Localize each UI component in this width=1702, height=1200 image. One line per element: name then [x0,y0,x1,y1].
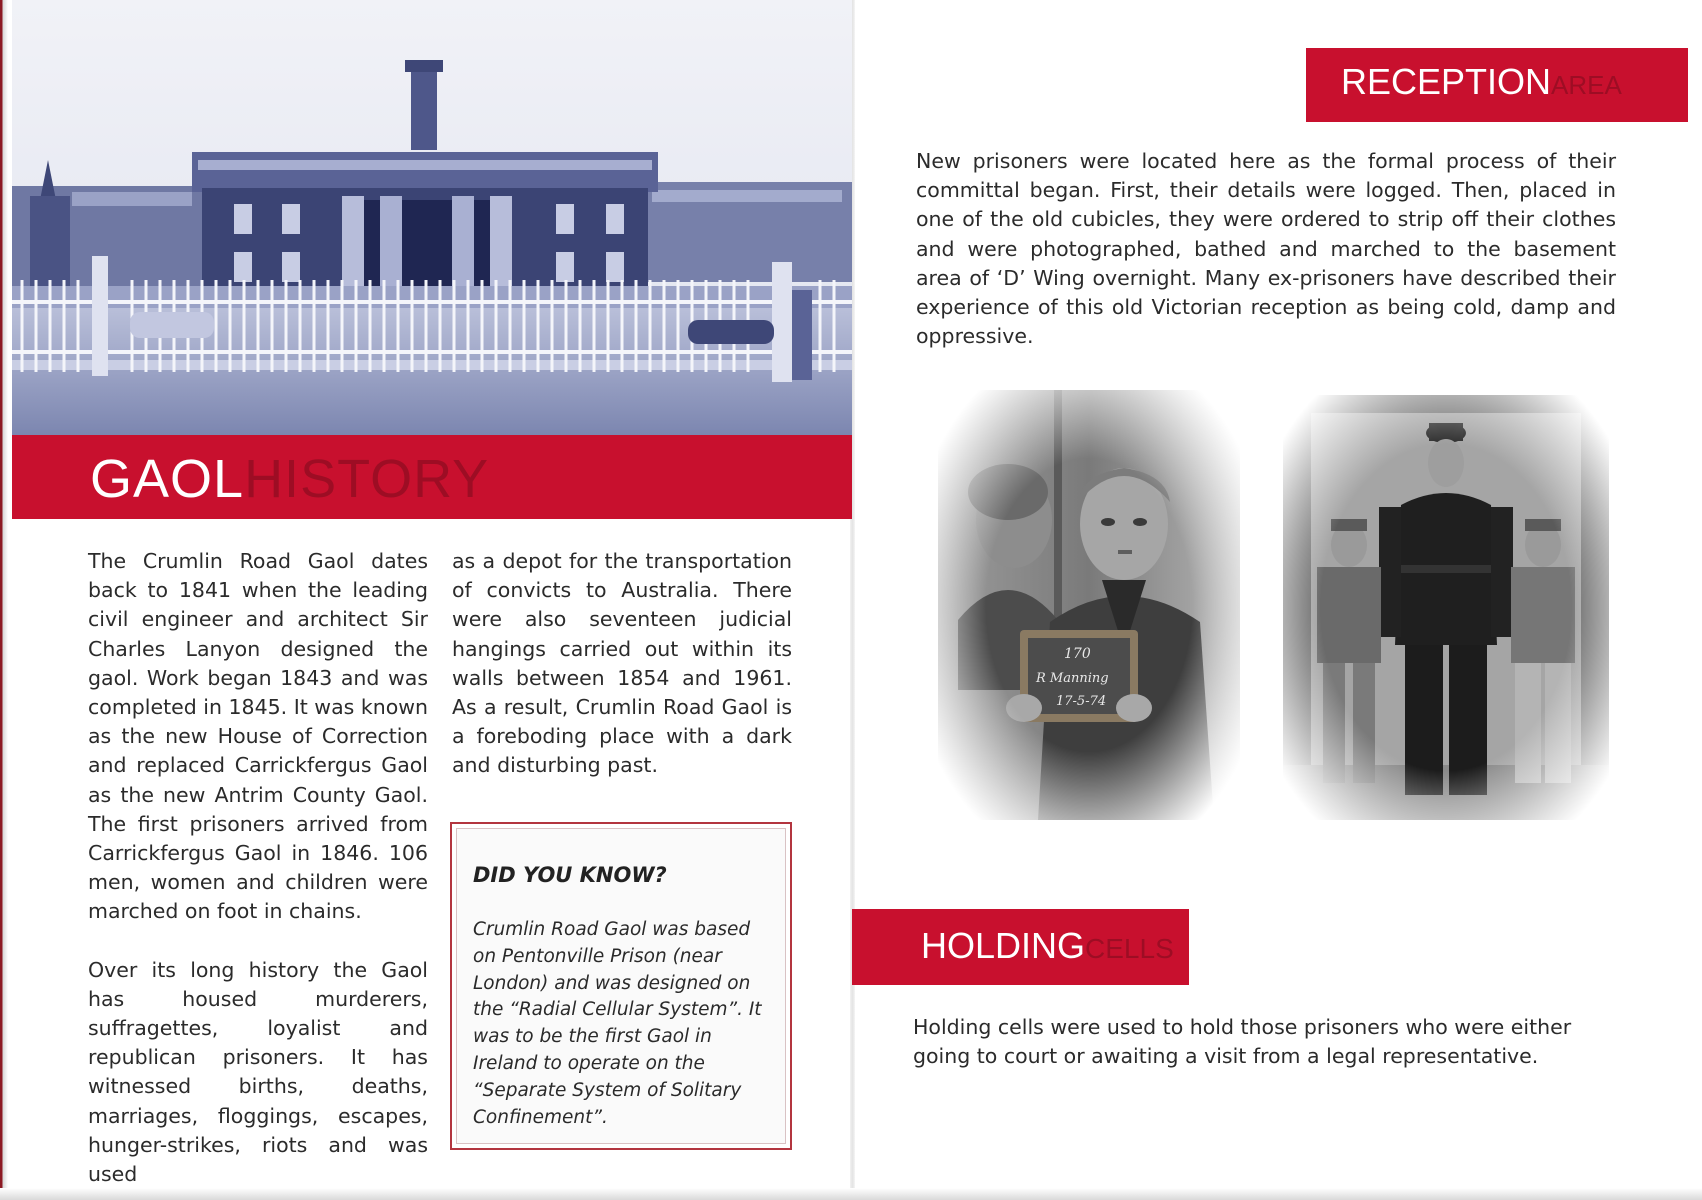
gaol-history-title-main: GAOL [90,449,245,509]
gaol-history-column-1 [88,547,428,1189]
gaol-history-paragraph-2: Over its long history the Gaol has housed murderers, suffragettes, loyalist and republican prisoners. It has witnessed births, deaths, marriages, floggings, escapes, hunger-strikes, riots and was used [88,957,428,1187]
gaol-history-column-2 [452,547,792,781]
did-you-know-box [450,822,792,1150]
gaol-history-paragraph-1: The Crumlin Road Gaol dates back to 1841 when the leading civil engineer and architect Sir Charles Lanyon designed the gaol. Work began 1843 and was completed in 1845. It was known as the new House of Correction and replaced Carrickfergus Gaol as the new Antrim County Gaol. The first prisoners arrived from Carrickfergus Gaol in 1846. 106 men, women and children were marched on foot in chains. [88,549,428,924]
holding-cells-text: Holding cells were used to hold those prisoners who were either going to court or awaiting a visit from a legal representative. [913,1015,1572,1069]
gaol-building-photo [12,0,852,435]
gaol-history-paragraph-3: as a depot for the transportation of convicts to Australia. There were also seventeen judicial hangings carried out within its walls between 1854 and 1961. As a result, Crumlin Road Gaol is a foreboding place with a dark and disturbing past. [452,549,792,778]
did-you-know-inner [456,828,786,1144]
did-you-know-heading: DID YOU KNOW? [473,863,667,887]
holding-cells-title-bar [852,909,1189,985]
prisoner-mugshot-photo [938,390,1240,820]
policeman-and-boys-photo [1283,395,1609,820]
reception-area-title [1341,61,1622,103]
reception-area-title-bar [1306,48,1688,122]
gaol-history-title [90,447,489,510]
holding-cells-title [921,925,1174,967]
gaol-history-title-bar [12,435,852,519]
page-edge-left [0,0,8,1200]
reception-area-text: New prisoners were located here as the formal process of their committal began. First, their details were logged. Then, placed in one of the old cubicles, they were ordered to strip off their clothes and were photographed, bathed and marched to the basement area of ‘D’ Wing overnight. Many ex-prisoners have described their experience of this old Victorian reception as being cold, damp and oppressive. [916,149,1616,349]
reception-title-main: RECEPTION [1341,61,1552,102]
holding-title-ghost: CELLS [1085,933,1174,964]
did-you-know-body: Crumlin Road Gaol was based on Pentonville Prison (near London) and was designed on the “Radial Cellular System”. It was to be the first Gaol in Ireland to operate on the “Separate System of Solitary Confinement”. [473,919,762,1128]
gaol-history-title-ghost: HISTORY [244,449,490,509]
page-edge-bottom [0,1188,1702,1200]
holding-title-main: HOLDING [921,925,1086,966]
reception-title-ghost: AREA [1551,70,1622,100]
